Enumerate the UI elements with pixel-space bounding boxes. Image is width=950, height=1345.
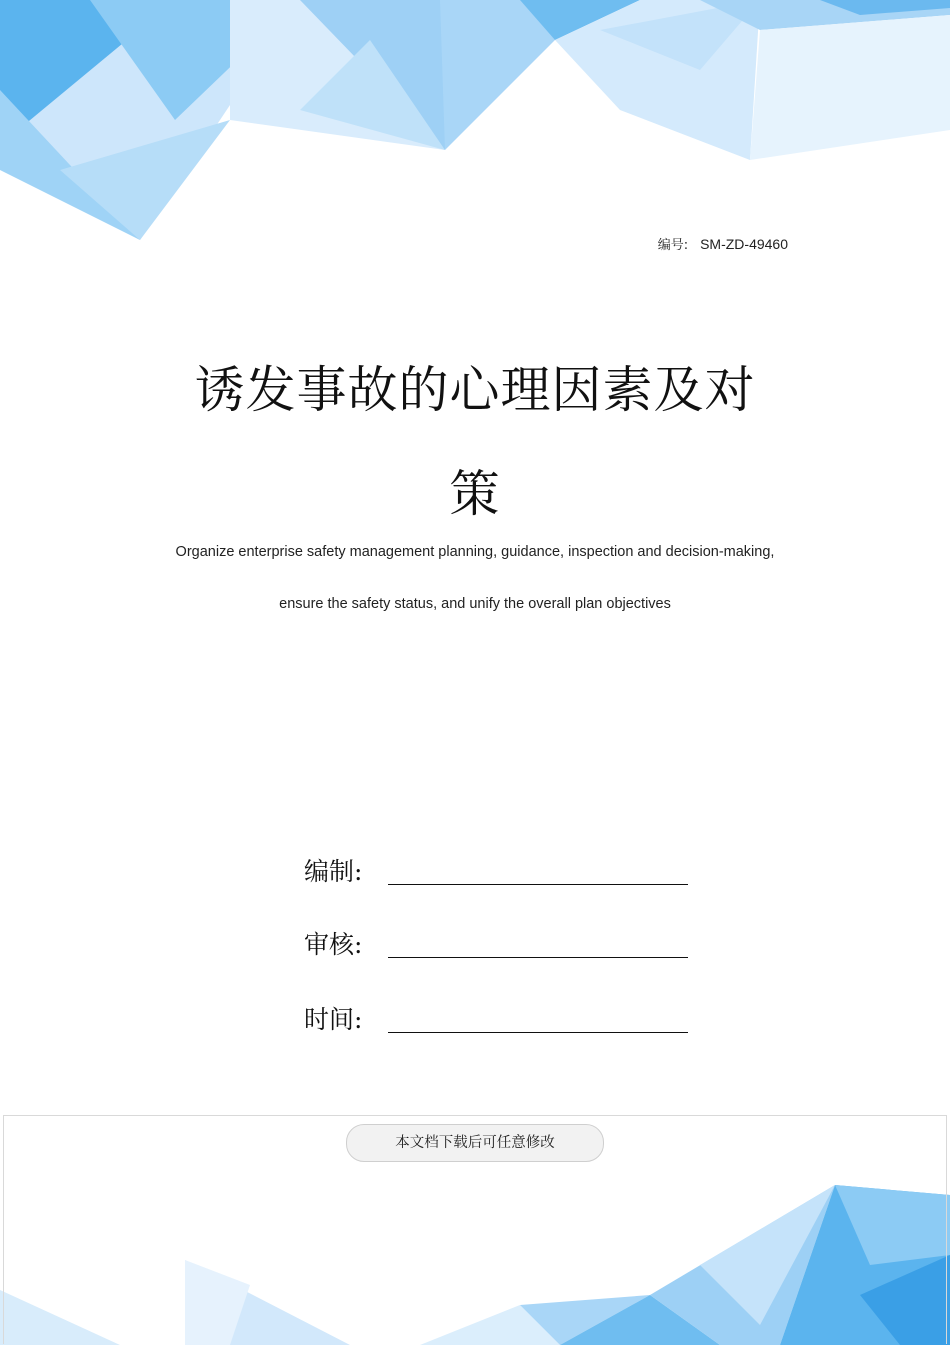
document-title-line-2: 策 (449, 465, 501, 523)
compiler-blank-line (388, 884, 688, 885)
top-decorative-banner (0, 0, 950, 260)
reviewer-label: 审核: (304, 930, 363, 959)
document-number (600, 234, 788, 253)
document-title-line-1: 诱发事故的心理因素及对 (194, 361, 756, 419)
document-subtitle-line-1: Organize enterprise safety management planning, guidance, inspection and decision-making, (175, 544, 775, 560)
document-number-value: SM-ZD-49460 (700, 236, 788, 252)
document-title (120, 338, 830, 546)
editable-note-badge: 本文档下载后可任意修改 (346, 1124, 604, 1162)
date-blank-line (388, 1032, 688, 1033)
document-subtitle-line-2: ensure the safety status, and unify the overall plan objectives (279, 596, 671, 612)
date-label: 时间: (304, 1005, 363, 1034)
reviewer-blank-line (388, 957, 688, 958)
compiler-label: 编制: (304, 857, 363, 886)
document-number-label: 编号: (657, 238, 689, 253)
